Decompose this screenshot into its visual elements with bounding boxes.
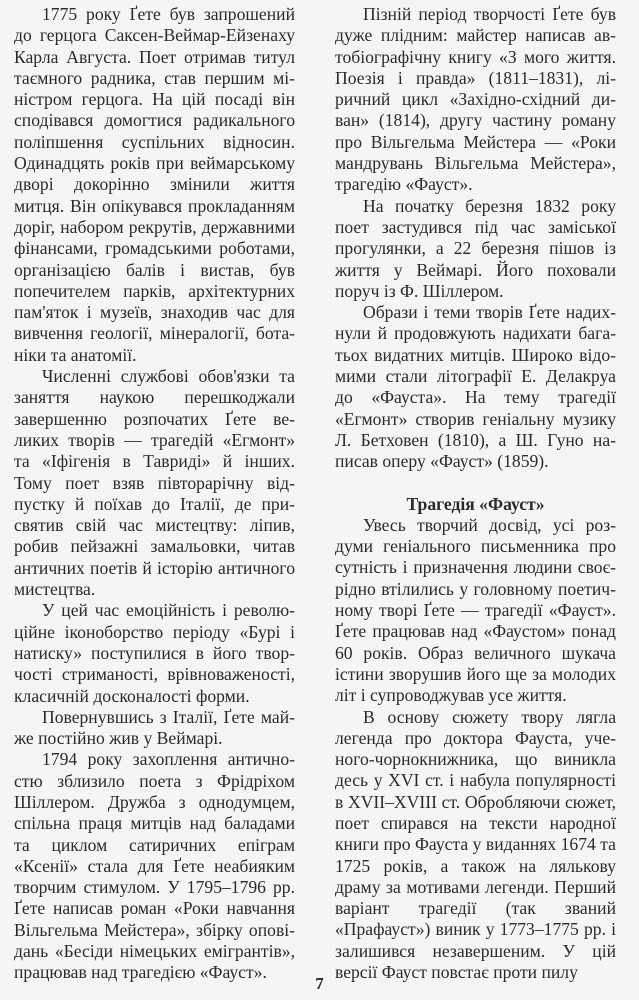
paragraph: Образи і теми творів Ґете надихнули й продовжують надихати багатьох видатних митців. Широко відомими стали літографії Е. Делакруа до «Фауста». На тему трагедії «Егмонт» створив геніальну музику Л. Бетховен (1810), а Ш. Гуно написав оперу «Фауст» (1859). <box>335 302 616 472</box>
page-number: 7 <box>315 974 324 993</box>
section-heading: Трагедія «Фауст» <box>406 493 545 514</box>
paragraph: 1775 року Ґете був запрошений до герцога Саксен-Веймар-Ейзенаху Карла Августа. Поет отримав титул таємного радника, став першим міністром герцога. На цій посаді він сподівався домогтися радикального поліпшення суспільних відносин. Одинадцять років при веймарському дворі докорінно змінили життя митця. Він опікувався прокладанням доріг, набором рекрутів, державними фінансами, громадськими роботами, організацією балів і вистав, був попечителем парків, архітектурних пам'яток і музеїв, знаходив час для вивчення геології, мінералогії, ботаніки та анатомії. <box>14 4 295 365</box>
paragraph: Увесь творчий досвід, усі роздуми геніального письменника про сутність і призначення людини своєрідно втілились у головному поетичному творі Ґете — трагедії «Фауст». Ґете працював над «Фаустом» понад 60 років. Образ величного шукача істини зворушив його ще за молодих літ і супроводжував усе життя. <box>335 514 616 706</box>
paragraph: Пізній період творчості Ґете був дуже плідним: майстер написав автобіографічну книгу «З мого життя. Поезія і правда» (1811–1831), ліричний цикл «Західно-східний диван» (1814), другу частину роману про Вільгельма Мейстера — «Роки мандрувань Вільгельма Мейстера», трагедію «Фауст». <box>335 4 616 195</box>
paragraph: 1794 року захоплення античностю зблизило поета з Фрідріхом Шіллером. Дружба з однодумцем, спільна праця митців над баладами та циклом сатиричних епіграм «Ксенії» стала для Ґете неабияким творчим стимулом. У 1795–1796 рр. Ґете написав роман «Роки навчання Вільгельма Мейстера», збірку оповідань «Бесіди німецьких емігрантів», працював над трагедією «Фауст». <box>14 749 295 983</box>
paragraph: Численні службові обов'язки та заняття наукою перешкоджали завершенню розпочатих Ґете великих творів — трагедій «Егмонт» та «Іфігенія в Тавриді» й інших. Тому поет взяв півторарічну відпустку й поїхав до Італії, де присвятив свій час мистецтву: ліпив, робив пейзажні замальовки, читав античних поетів й історію античного мистецтва. <box>14 366 295 600</box>
right-column <box>335 4 616 983</box>
paragraph: В основу сюжету твору лягла легенда про доктора Фауста, ученого-чорнокнижника, що виникла десь у XVI ст. і набула популярності в XVII–XVIII ст. Обробляючи сюжет, поет спирався на тексти народної книги про Фауста у виданнях 1674 та 1725 років, а також на лялькову драму за мотивами легенди. Перший варіант трагедії (так званий «Прафауст») виник у 1773–1775 рр. і залишився незавершеним. У цій версії Фауст повстає проти пилу <box>335 706 616 983</box>
paragraph: На початку березня 1832 року поет застудився під час заміської прогулянки, а 22 березня пішов із життя у Веймарі. Його поховали поруч із Ф. Шіллером. <box>335 195 616 301</box>
left-column <box>14 4 295 984</box>
paragraph: У цей час емоційність і революційне іконоборство періоду «Бурі і натиску» поступилися в його творчості стриманості, врівноваженості, класичній досконалості форми. <box>14 600 295 706</box>
paragraph: Повернувшись з Італії, Ґете майже постійно жив у Веймарі. <box>14 706 295 749</box>
